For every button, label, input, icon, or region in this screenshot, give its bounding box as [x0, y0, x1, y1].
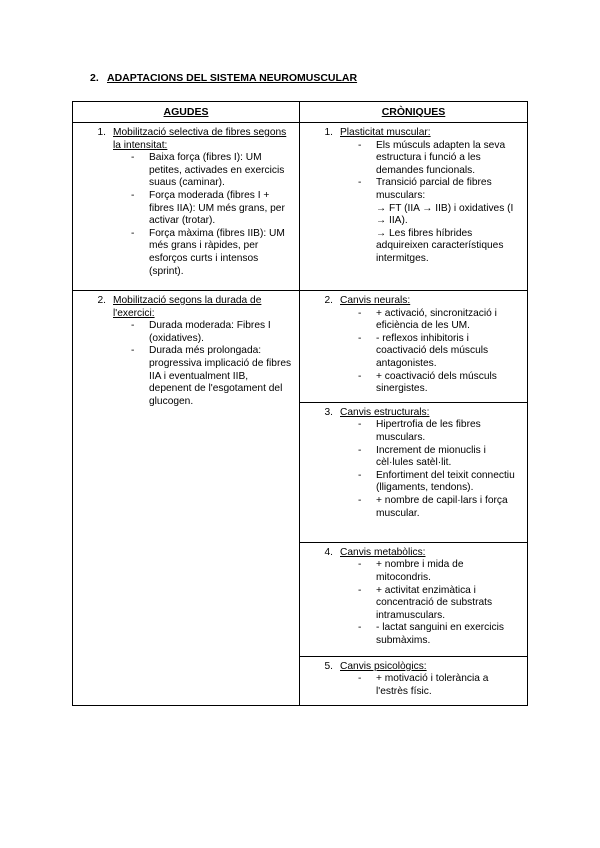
acute-2-bullet-1: - Durada moderada: Fibres I (oxidatives).	[131, 320, 293, 345]
chronic-4-bullet-3: - - lactat sanguini en exercicis submàxims.	[358, 622, 521, 647]
chronic-4-number: 4.	[324, 546, 333, 558]
adaptations-table	[72, 101, 528, 706]
chronic-1-extra-2: → Les fibres híbrides adquireixen característiques intermitges.	[376, 227, 504, 264]
chronic-4-bullet-1: - + nombre i mida de mitocondris.	[358, 559, 521, 584]
chronic-cell-4	[300, 542, 528, 656]
chronic-4-heading: Canvis metabòlics:	[340, 546, 426, 558]
chronic-1-bullet-1: - Els músculs adapten la seva estructura i funció a les demandes funcionals.	[358, 140, 521, 178]
acute-2-number: 2.	[97, 295, 106, 306]
chronic-1-bullet-2: - Transició parcial de fibres musculars:	[358, 177, 521, 202]
chronic-3-bullet-4: - + nombre de capil·lars i força muscular.	[358, 495, 521, 520]
acute-1-bullet-3: - Força màxima (fibres IIB): UM més grans i ràpides, per esforços curts i intensos (sprint).	[131, 228, 293, 278]
chronic-4-bullet-2: - + activitat enzimàtica i concentració de substrats intramusculars.	[358, 585, 521, 623]
chronic-2-bullet-1: - + activació, sincronització i eficiència de les UM.	[358, 308, 521, 333]
chronic-5-heading: Canvis psicològics:	[340, 660, 427, 672]
section-number: 2.	[90, 72, 99, 84]
chronic-3-heading: Canvis estructurals:	[340, 406, 430, 418]
chronic-1-heading: Plasticitat muscular:	[340, 127, 431, 138]
header-chronic: CRÒNIQUES	[300, 102, 528, 123]
acute-1-bullet-1: - Baixa força (fibres I): UM petites, activades en exercicis suaus (caminar).	[131, 152, 293, 190]
acute-2-bullet-2: - Durada més prolongada: progressiva implicació de fibres IIA i eventualment IIB, depenent de l'esgotament del glucogen.	[131, 345, 293, 408]
chronic-cell-1	[300, 123, 528, 291]
chronic-cell-2	[300, 291, 528, 403]
chronic-cell-3	[300, 402, 528, 542]
chronic-2-number: 2.	[324, 295, 333, 306]
acute-1-number: 1.	[97, 127, 106, 138]
acute-1-heading: Mobilització selectiva de fibres segons la intensitat:	[113, 127, 287, 151]
chronic-1-number: 1.	[324, 127, 333, 138]
acute-2-heading: Mobilització segons la durada de l'exercici:	[113, 295, 262, 319]
header-acute: AGUDES	[73, 102, 300, 123]
chronic-1-extra-1: → FT (IIA → IIB) i oxidatives (I → IIA).	[376, 202, 514, 227]
chronic-5-number: 5.	[324, 660, 333, 672]
section-title	[90, 72, 357, 85]
chronic-2-heading: Canvis neurals:	[340, 295, 411, 306]
chronic-5-bullet-1: - + motivació i tolerància a l'estrès físic.	[358, 673, 521, 698]
chronic-3-bullet-3: - Enfortiment del teixit connectiu (lligaments, tendons).	[358, 470, 521, 495]
section-title-text: ADAPTACIONS DEL SISTEMA NEUROMUSCULAR	[107, 72, 358, 84]
acute-1-bullet-2: - Força moderada (fibres I + fibres IIA): UM més grans, per activar (trotar).	[131, 190, 293, 228]
chronic-2-bullet-3: - + coactivació dels músculs sinergistes.	[358, 371, 521, 396]
chronic-3-bullet-1: - Hipertrofia de les fibres musculars.	[358, 419, 521, 444]
acute-cell-2	[73, 291, 300, 706]
chronic-3-bullet-2: - Increment de mionuclis i cèl·lules satèl·lit.	[358, 445, 521, 470]
chronic-3-number: 3.	[324, 406, 333, 418]
chronic-2-bullet-2: - - reflexos inhibitoris i coactivació dels músculs antagonistes.	[358, 333, 521, 371]
chronic-cell-5	[300, 656, 528, 705]
acute-cell-1	[73, 123, 300, 291]
